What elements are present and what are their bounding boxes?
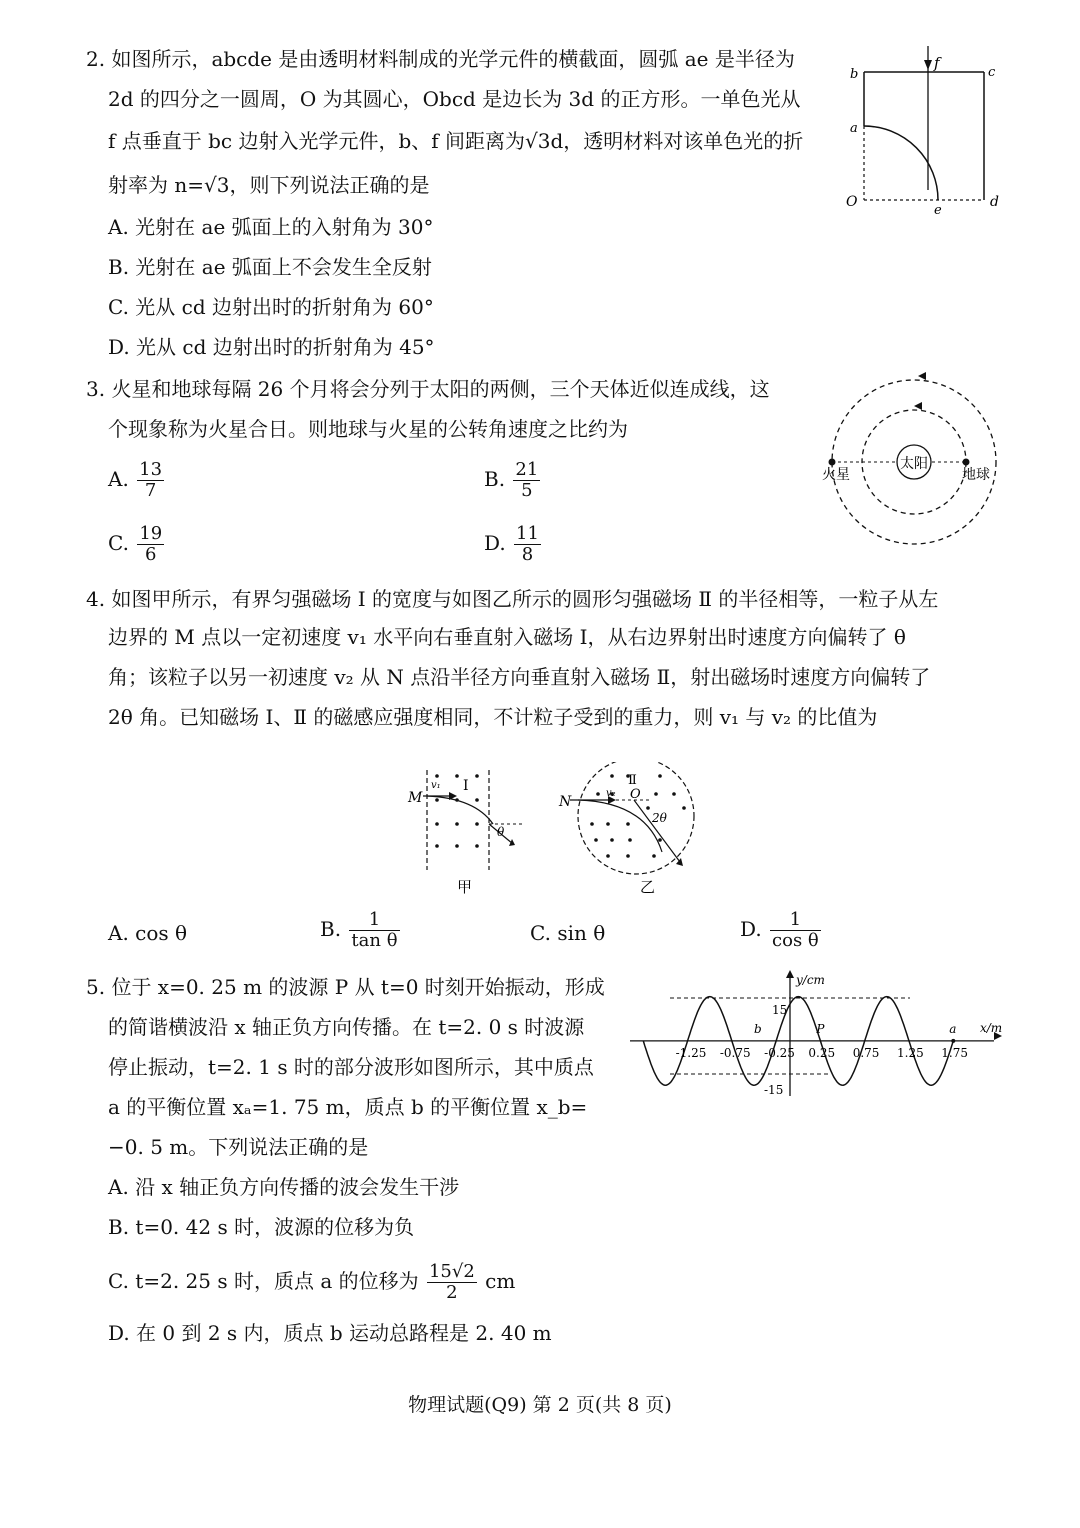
q4-option-d [740,910,823,951]
q4-label-n: N [559,794,572,810]
q5-line-3: 停止振动，t=2. 1 s 时的部分波形如图所示，其中质点 [108,1055,594,1079]
q2-label-e: e [934,203,942,218]
q2-option-b: B. 光射在 ae 弧面上不会发生全反射 [108,255,432,279]
q4-line-4: 2θ 角。已知磁场 Ⅰ、Ⅱ 的磁感应强度相同，不计粒子受到的重力，则 v₁ 与 v₂ 的比值为 [108,705,878,729]
q2-line-1: 2. 如图所示，abcde 是由透明材料制成的光学元件的横截面，圆弧 ae 是半径为 [86,47,795,71]
q5-wave-chart [630,970,1010,1100]
q4-option-c-text: sin θ [557,921,606,945]
q5-xtick-label: 0.75 [852,1045,880,1060]
q2-label-o: O [846,194,858,210]
q4-label-theta: θ [497,825,505,839]
q4-option-c-label: C. [530,921,551,945]
q2-label-b: b [850,67,859,82]
q5-option-c [108,1262,515,1303]
q3-orbit-figure [818,372,1008,552]
q3-option-c [108,524,166,565]
q5-point-a-label: a [949,1021,957,1036]
q2-label-a: a [850,121,858,136]
q4-option-c [530,920,605,946]
q3-option-b-num: 21 [515,459,539,480]
q3-option-b [484,460,542,501]
q5-x-label: x/m [980,1021,1003,1035]
q4-option-d-label: D. [740,917,762,941]
q5-xtick-label: 1.25 [897,1045,924,1060]
q5-point-p-label: P [816,1021,825,1036]
q3-option-d-den: 8 [521,544,534,565]
q3-earth-label: 地球 [962,467,990,483]
q5-option-c-unit: cm [485,1269,516,1293]
q5-line-1: 5. 位于 x=0. 25 m 的波源 P 从 t=0 时刻开始振动，形成 [86,975,605,999]
q3-option-c-label: C. [108,531,129,555]
q3-option-c-num: 19 [139,523,163,544]
q4-label-o: O [630,787,641,802]
q5-y-axis-arrow [786,970,794,978]
q3-option-d [484,524,543,565]
q4-label-v2: v₂ [606,788,616,799]
q4-option-b-num: 1 [349,910,399,931]
q4-label-v1: v₁ [431,780,441,791]
q4-option-a [108,920,187,946]
q5-xtick-label: 0.25 [808,1045,836,1060]
q4-figure-jia [405,762,530,902]
q5-line-4: a 的平衡位置 xₐ=1. 75 m，质点 b 的平衡位置 x_b= [108,1095,588,1119]
q3-line-1: 3. 火星和地球每隔 26 个月将会分列于太阳的两侧，三个天体近似连成线，这 [86,377,770,401]
q3-option-b-den: 5 [521,480,533,501]
q3-sun-label: 太阳 [900,456,928,472]
q4-option-b-label: B. [320,917,342,941]
q5-xtick-label: 1.75 [941,1045,969,1060]
q5-xtick-label: -1.25 [675,1045,707,1060]
q5-option-c-num: 15√2 [428,1261,475,1282]
q4-label-field-ii: Ⅱ [628,773,637,788]
q5-option-a: A. 沿 x 轴正负方向传播的波会发生干涉 [108,1175,460,1199]
q4-caption-yi: 乙 [640,878,656,896]
q4-label-2theta: 2θ [652,811,667,825]
q3-option-b-label: B. [484,467,506,491]
q5-y-label: y/cm [796,973,825,987]
q5-point-b-label: b [754,1021,762,1036]
q4-option-d-den: cos θ [772,930,819,951]
q4-option-b [320,910,402,951]
q3-option-d-label: D. [484,531,506,555]
q4-caption-jia: 甲 [457,878,473,896]
q3-option-a-den: 7 [144,480,157,501]
q3-option-c-den: 6 [145,544,157,565]
q2-option-c: C. 光从 cd 边射出时的折射角为 60° [108,295,434,319]
q2-ray-arrow [924,60,932,70]
q4-line-2: 边界的 M 点以一定初速度 v₁ 水平向右垂直射入磁场 Ⅰ，从右边界射出时速度方向偏转了 θ [108,625,906,649]
q3-option-a-label: A. [108,467,129,491]
q2-line-3: f 点垂直于 bc 边射入光学元件，b、f 间距离为√3d，透明材料对该单色光的折 [108,129,804,153]
q4-line-1: 4. 如图甲所示，有界匀强磁场 Ⅰ 的宽度与如图乙所示的圆形匀强磁场 Ⅱ 的半径相等，一粒子从左 [86,587,939,611]
q5-option-d: D. 在 0 到 2 s 内，质点 b 运动总路程是 2. 40 m [108,1321,552,1345]
q4-jia-field-dots [435,774,479,848]
q5-line-2: 的简谐横波沿 x 轴正负方向传播。在 t=2. 0 s 时波源 [108,1015,585,1039]
q4-label-m: M [408,790,423,806]
q3-line-2: 个现象称为火星合日。则地球与火星的公转角速度之比约为 [108,417,628,441]
q2-figure [838,40,1008,220]
q4-option-d-num: 1 [770,910,821,931]
q4-option-a-text: cos θ [135,921,188,945]
q3-earth-arrow [914,402,922,410]
q2-arc-ae [864,126,938,200]
q2-line-4: 射率为 n=√3，则下列说法正确的是 [108,173,430,197]
q4-option-a-label: A. [108,921,129,945]
q4-label-field-i: Ⅰ [463,778,469,794]
q4-jia-exit-arrow [509,839,515,846]
q5-xtick-label: -0.25 [764,1045,795,1060]
q5-option-c-text: C. t=2. 25 s 时，质点 a 的位移为 [108,1269,419,1293]
q2-option-d: D. 光从 cd 边射出时的折射角为 45° [108,335,435,359]
q3-mars-dot [829,459,836,466]
q2-line-2: 2d 的四分之一圆周，O 为其圆心，Obcd 是边长为 3d 的正方形。一单色光从 [108,87,801,111]
q4-figure-yi [556,762,706,902]
q4-yi-exit-arrow [676,858,683,866]
q5-option-c-den: 2 [446,1282,458,1303]
q3-earth-dot [963,459,970,466]
q3-option-a [108,460,166,501]
q5-line-5: −0. 5 m。下列说法正确的是 [108,1135,369,1159]
page-footer: 物理试题(Q9) 第 2 页(共 8 页) [408,1394,672,1416]
q2-label-d: d [990,194,999,210]
q3-mars-arrow [918,372,926,380]
q5-point-a-dot [951,1039,955,1043]
q2-label-f: f [934,54,940,72]
q5-ytick-15: 15 [772,1003,788,1017]
q4-yi-exit-line [634,800,680,862]
q2-label-c: c [988,65,996,80]
q4-option-b-den: tan θ [351,930,398,951]
q3-option-d-num: 11 [516,523,539,544]
q3-mars-label: 火星 [822,467,850,483]
q5-xtick-label: -0.75 [719,1045,751,1060]
q5-ytick-neg15: -15 [764,1083,784,1097]
q5-option-b: B. t=0. 42 s 时，波源的位移为负 [108,1215,415,1239]
q2-option-a: A. 光射在 ae 弧面上的入射角为 30° [108,215,434,239]
q4-line-3: 角；该粒子以另一初速度 v₂ 从 N 点沿半径方向垂直射入磁场 Ⅱ，射出磁场时速度方向偏转了 [108,665,931,689]
q3-option-a-num: 13 [139,459,163,480]
